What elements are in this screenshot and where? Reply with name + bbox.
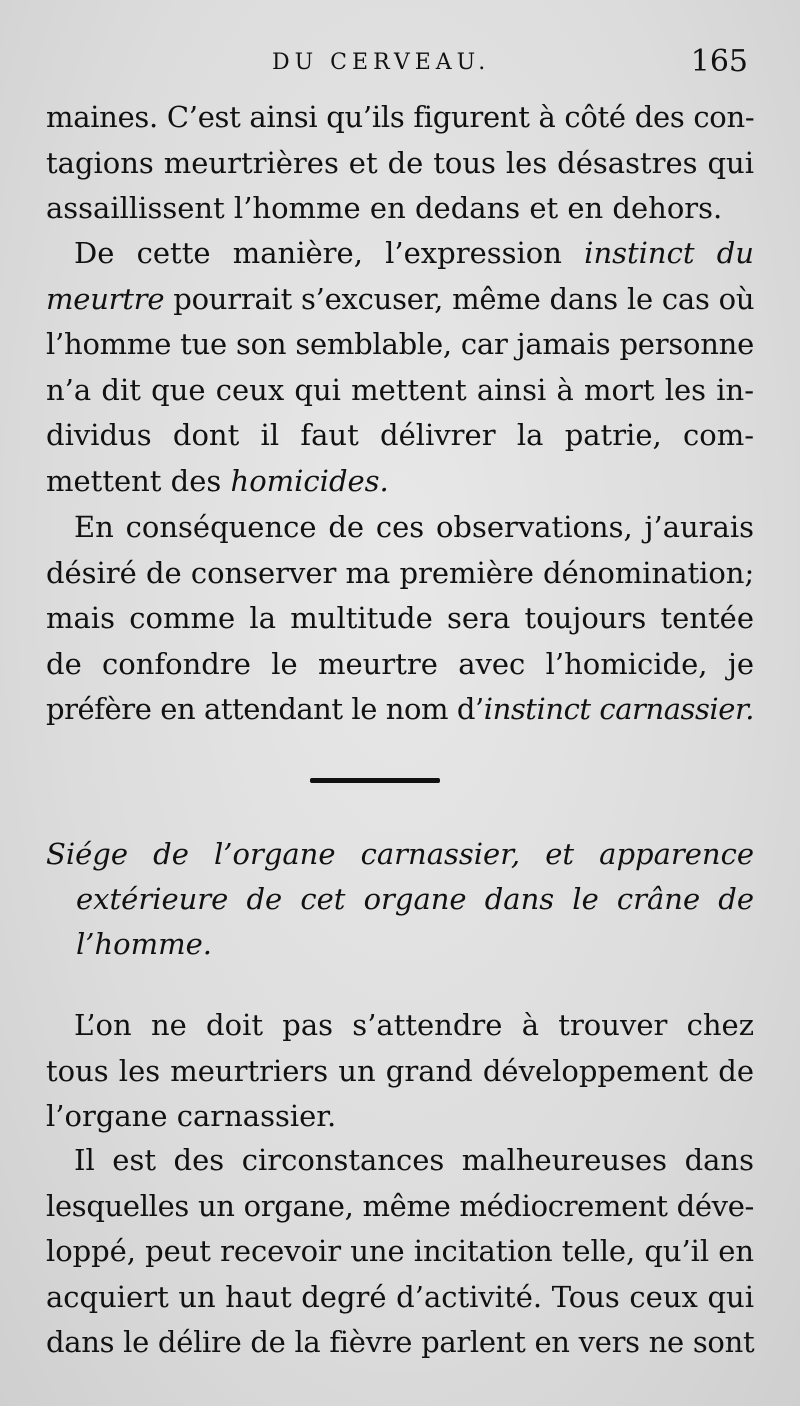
italic-text: homicides. [230, 463, 389, 498]
text-line: tagions meurtrières et de tous les désastres qui [46, 145, 754, 180]
text-line: dans le délire de la fièvre parlent en vers ne sont [46, 1325, 755, 1360]
paragraph-consequence [46, 505, 754, 733]
text-line: n’a dit que ceux qui mettent ainsi à mort les in- [46, 372, 754, 407]
section-divider [310, 778, 440, 783]
running-title: DU CERVEAU. [272, 50, 491, 75]
paragraph-expression [46, 231, 754, 505]
text-line: de confondre le meurtre avec l’homicide, je [46, 646, 754, 681]
italic-text: instinct carnassier. [483, 692, 755, 727]
heading-line: Siége de l’organe carnassier, et apparence [46, 837, 754, 871]
text-line: assaillissent l’homme en dedans et en dehors. [46, 191, 723, 226]
text-line: l’homme tue son semblable, car jamais personne [46, 327, 754, 362]
text-line: En conséquence de ces observations, j’aurais [74, 510, 754, 544]
page-header [0, 44, 800, 84]
roman-text: mettent des [46, 463, 231, 498]
text-line: maines. C’est ainsi qu’ils figurent à côté des con- [46, 100, 755, 134]
text-line: loppé, peut recevoir une incitation telle, qu’il en [46, 1234, 754, 1269]
text-line: acquiert un haut degré d’activité. Tous ceux qui [46, 1279, 754, 1314]
page-number: 165 [690, 44, 748, 79]
text-line: L’on ne doit pas s’attendre à trouver chez [74, 1008, 754, 1042]
heading-line: l’homme. [76, 927, 213, 961]
text-line: tous les meurtriers un grand développement de [46, 1053, 754, 1088]
text-line: l’organe carnassier. [46, 1099, 337, 1134]
text-line [46, 231, 754, 277]
roman-text: pourrait s’excuser, même dans le cas où [164, 281, 755, 316]
heading-line: extérieure de cet organe dans le crâne de [76, 882, 754, 916]
text-line: Il est des circonstances malheureuses dans [74, 1143, 754, 1177]
roman-text: préfère en attendant le nom d’ [46, 692, 484, 727]
section-heading [46, 832, 754, 967]
italic-text: meurtre [46, 281, 165, 316]
text-line [46, 687, 754, 733]
paragraph-circumstances [46, 1138, 754, 1366]
text-line [46, 277, 754, 323]
paragraph-expectation [46, 1003, 754, 1140]
text-line: désiré de conserver ma première dénomination; [46, 555, 755, 590]
text-line: lesquelles un organe, même médiocrement déve- [46, 1188, 754, 1223]
text-line: dividus dont il faut délivrer la patrie, com- [46, 418, 754, 453]
italic-text: instinct du [584, 236, 754, 270]
paragraph-continuation [46, 95, 754, 232]
roman-text: De cette manière, l’expression [74, 236, 585, 270]
text-line [46, 459, 754, 505]
text-line: mais comme la multitude sera toujours tentée [46, 601, 754, 636]
